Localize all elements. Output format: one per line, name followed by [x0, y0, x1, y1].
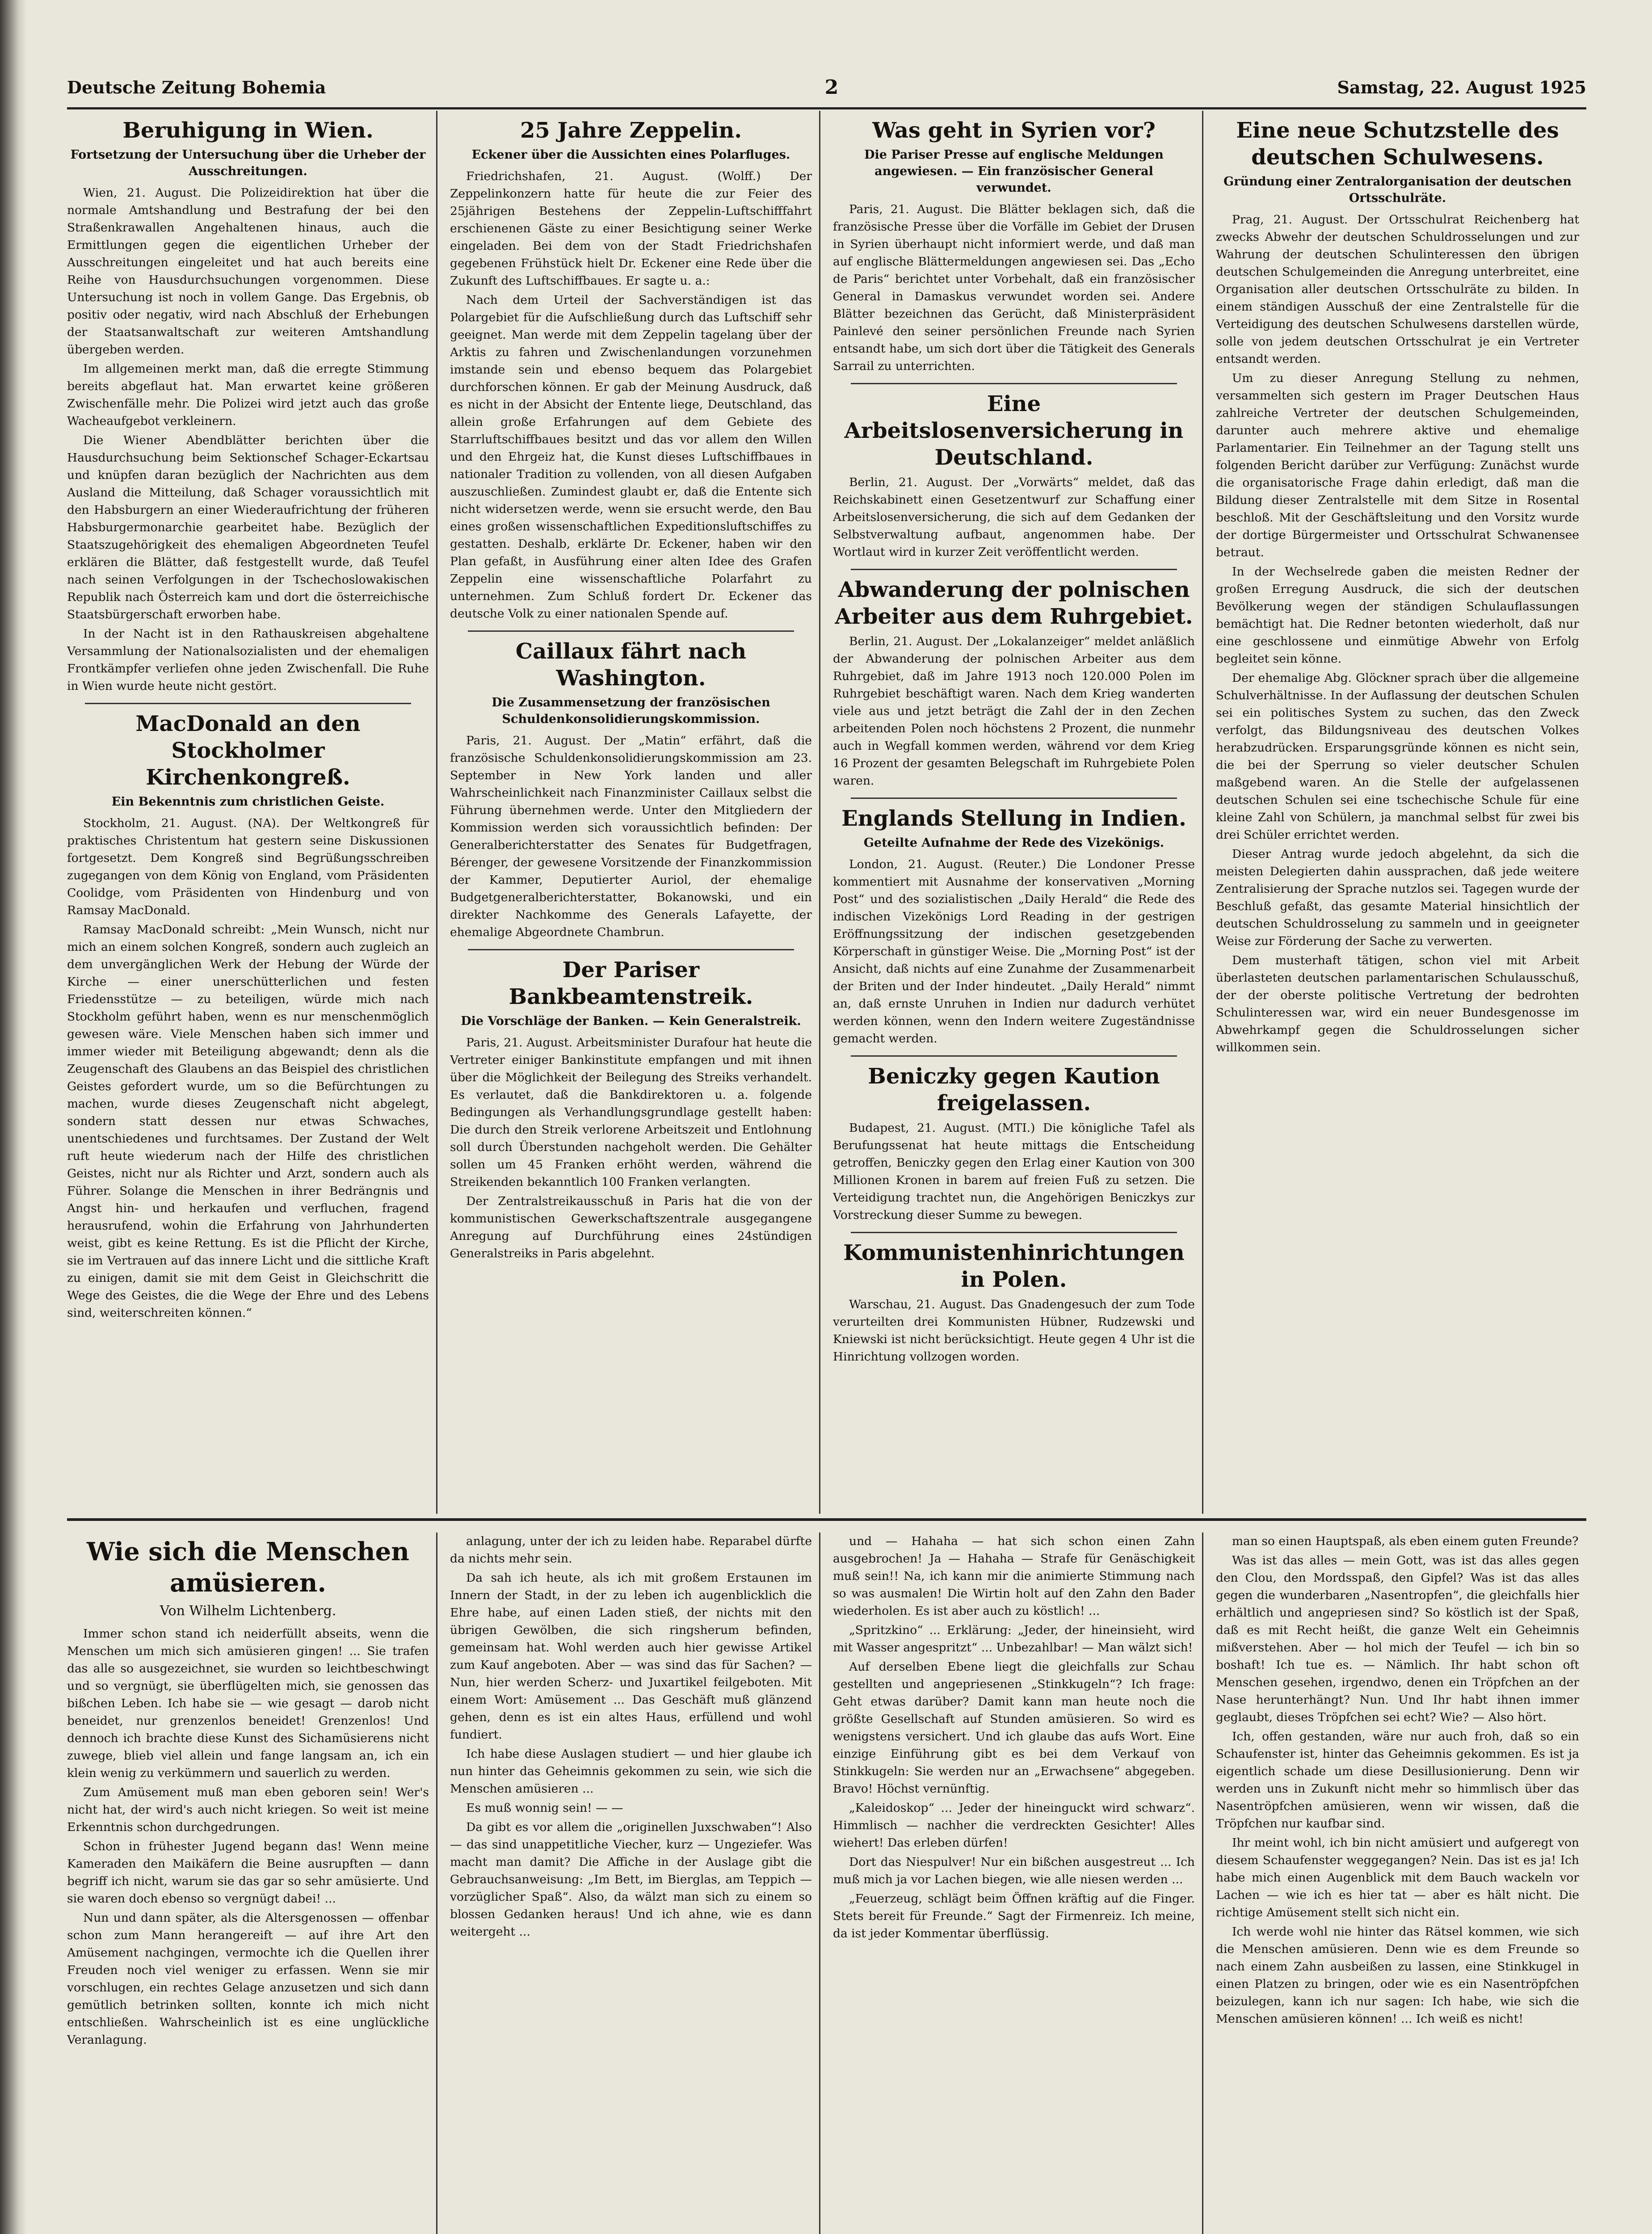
feuilleton-paragraph: Ich habe diese Auslagen studiert — und hier glaube ich nun hinter das Geheimnis gekommen zu sein, wie sich die Menschen amüsieren ...: [450, 1747, 812, 1796]
article-paragraph: In der Wechselrede gaben die meisten Redner der großen Erregung Ausdruck, die sich der deutschen Bevölkerung wegen der ständigen Schulauflassungen bemächtigt hat. Die Redner betonten wiederholt, daß nur eine geschlossene und einmütige Abwehr von Erfolg begleitet sein könne.: [1216, 565, 1579, 666]
feuilleton-paragraph: und — Hahaha — hat sich schon einen Zahn ausgebrochen! Ja — Hahaha — Strafe für Genäschigkeit muß sein!! Na, ich kann mir die animierte Stimmung nach so was ausmalen! Die Wirtin holt auf den Zahn den Bader wiederholen. Es ist aber auch zu köstlich! ...: [833, 1534, 1195, 1618]
article-divider: [851, 1055, 1177, 1057]
article-zeppelin: [450, 117, 812, 622]
feuilleton-paragraph: Ihr meint wohl, ich bin nicht amüsiert und aufgeregt von diesem Schaufenster weggegangen? Nein. Das ist es ja! Ich habe mich einen Augenblick mit dem Bauch wackeln vor Lachen — wie ich es hier tat — aber es hält nicht. Die richtige Amüsement stellt sich nicht ein.: [1216, 1836, 1579, 1919]
feuilleton-paragraph: Da sah ich heute, als ich mit großem Erstaunen im Innern der Stadt, in der zu leben ich augenblicklich die Ehre habe, auf einen Laden stieß, der nichts mit den übrigen Gewölben, die sich ringsherum befinden, gemeinsam hat. Wohl werden auch hier gewisse Artikel zum Kauf angeboten. Aber — was sind das für Sachen? — Nun, hier werden Scherz- und Juxartikel feilgeboten. Mit einem Wort: Amüsement ... Das Geschäft muß glänzend gehen, denn es ist ein altes Haus, erfüllend und wohl fundiert.: [450, 1571, 812, 1742]
news-columns: [67, 111, 1586, 1514]
feuilleton-paragraph: Was ist das alles — mein Gott, was ist das alles gegen den Clou, den Mordsspaß, den Gipfel? Was ist das alles gegen die wunderbaren „Nasentropfen“, die gleichfalls hier erhältlich und angepriesen sind? So köstlich ist der Spaß, daß es mit Recht heißt, die ganze Welt ein Geheimnis mißverstehen. Aber — hol mich der Teufel — ich bin so boshaft! Ich tue es. — Nämlich. Ihr habt schon oft Menschen gesehen, irgendwo, denen ein Tröpfchen an der Nase herunterhängt? Nun. Und Ihr habt ihnen immer geglaubt, dieses Tröpfchen sei echt? Wie? — Also hört.: [1216, 1554, 1579, 1724]
article-divider: [851, 798, 1177, 799]
article-headline: Was geht in Syrien vor?: [872, 118, 1156, 143]
feuilleton-byline: Von Wilhelm Lichtenberg.: [160, 1603, 336, 1619]
feuilleton-column-3: [833, 1533, 1203, 2234]
article-paragraph: Wien, 21. August. Die Polizeidirektion hat über die normale Amtshandlung und Bestrafung der bei den Straßenkrawallen Angehaltenen hinaus, auch die Ermittlungen gegen die eigentlichen Urheber der Ausschreitungen eingeleitet und hat auch bereits eine Reihe von Hausdurchsuchungen vorgenommen. Diese Untersuchung ist noch in vollem Gange. Das Ergebnis, ob positiv oder negativ, wird nach Abschluß der Erhebungen der Staatsanwaltschaft zur weiteren Amtshandlung übergeben werden.: [67, 186, 429, 357]
article-macdonald: [67, 710, 429, 1322]
feuilleton-paragraph: Zum Amüsement muß man eben geboren sein! Wer's nicht hat, der wird's auch nicht kriegen. So weit ist meine Erkenntnis schon durchgedrungen.: [67, 1785, 429, 1834]
article-paragraph: Berlin, 21. August. Der „Vorwärts“ meldet, daß das Reichskabinett einen Gesetzentwurf zur Schaffung einer Arbeitslosenversicherung, die sich auf dem Gedanken der Selbstverwaltung aufbaut, angenommen habe. Der Wortlaut wird in kurzer Zeit veröffentlicht werden.: [833, 475, 1195, 559]
feuilleton-headline: Wie sich die Menschen amüsieren.: [87, 1537, 409, 1598]
feuilleton-paragraph: Ich, offen gestanden, wäre nur auch froh, daß so ein Schaufenster ist, hinter das Geheimnis gekommen. Es ist ja eigentlich schade um diese Desillusionierung. Denn wir werden uns in Zukunft nicht mehr so himmlisch über das Nasentröpfchen amüsieren, wenn wir wissen, daß die Tröpfchen nur kaufbar sind.: [1216, 1730, 1579, 1831]
column-4: [1216, 111, 1586, 1514]
article-paragraph: Die Wiener Abendblätter berichten über die Hausdurchsuchung beim Sektionschef Schager-Eckartsau und knüpfen daran bezüglich der Nachrichten aus dem Ausland die Mitteilung, daß Schager voraussichtlich mit den Habsburgern an einer Wiederaufrichtung der früheren Habsburgermonarchie gearbeitet habe. Bezüglich der Staatszugehörigkeit des ehemaligen Abgeordneten Teufel erklären die Blätter, daß festgestellt wurde, daß Teufel nach seinen Verfolgungen in der Tschechoslowakischen Republik nach Österreich kam und dort die österreichische Staatsbürgerschaft erworben habe.: [67, 433, 429, 621]
article-india: [833, 805, 1195, 1047]
article-headline: Der Pariser Bankbeamtenstreik.: [509, 957, 753, 1009]
article-paragraph: London, 21. August. (Reuter.) Die Londoner Presse kommentiert mit Ausnahme der konservativen „Morning Post“ und des sozialistischen „Daily Herald“ die Rede des indischen Vizekönigs Lord Reading in der gestrigen Eröffnungssitzung der indischen gesetzgebenden Körperschaft in günstiger Weise. Die „Morning Post“ ist der Ansicht, daß nichts auf eine Zunahme der Zusammenarbeit der Briten und der Inder hindeutet. „Daily Herald“ nimmt an, daß ernste Unruhen in Indien nur dadurch verhütet werden können, wenn den Indern weitere Zugeständnisse gemacht werden.: [833, 857, 1195, 1046]
article-bank-strike: [450, 957, 812, 1262]
article-subhead: Geteilte Aufnahme der Rede des Vizekönigs.: [863, 836, 1164, 850]
article-paragraph: Der ehemalige Abg. Glöckner sprach über die allgemeine Schulverhältnisse. In der Auflassung der deutschen Schulen sei ein politisches System zu suchen, das den Zweck verfolgt, das Bildungsniveau des deutschen Volkes herabzudrücken. Ersparungsgründe können es nicht sein, die bei der Sperrung so vieler deutscher Schulen maßgebend waren. An die Stelle der aufgelassenen deutschen Schulen sei eine tschechische Schule für eine kleine Zahl von Schülern, ja manchmal selbst für zwei bis drei Schüler errichtet werden.: [1216, 671, 1579, 842]
article-subhead: Die Vorschläge der Banken. — Kein Generalstreik.: [461, 1014, 801, 1028]
article-paragraph: Im allgemeinen merkt man, daß die erregte Stimmung bereits abgeflaut hat. Man erwartet keine größeren Zwischenfälle mehr. Die Polizei wird jetzt auch das große Wacheaufgebot verkleinern.: [67, 362, 429, 428]
column-1: [67, 111, 437, 1514]
article-headline: 25 Jahre Zeppelin.: [520, 118, 742, 143]
article-paragraph: Stockholm, 21. August. (NA). Der Weltkongreß für praktisches Christentum hat gestern seine Diskussionen fortgesetzt. Dem Kongreß sind Begrüßungsschreiben zugegangen von dem König von England, vom Präsidenten Coolidge, vom Präsidenten von Hindenburg und von Ramsay MacDonald.: [67, 816, 429, 917]
page-number: 2: [824, 76, 839, 99]
feuilleton-paragraph: man so einen Hauptspaß, als eben einem guten Freunde?: [1232, 1534, 1579, 1548]
article-paragraph: Warschau, 21. August. Das Gnadengesuch der zum Tode verurteilten drei Kommunisten Hübner, Rudzewski und Kniewski ist nicht berücksichtigt. Heute gegen 4 Uhr ist die Hinrichtung vollzogen worden.: [833, 1298, 1195, 1364]
article-headline: Beniczky gegen Kaution freigelassen.: [868, 1064, 1160, 1116]
article-executions-poland: [833, 1239, 1195, 1365]
article-paragraph: Paris, 21. August. Der „Matin“ erfährt, daß die französische Schuldenkonsolidierungskommission am 23. September in New York landen und aller Wahrscheinlichkeit nach Finanzminister Caillaux selbst die Führung übernehmen werde. Unter den Mitgliedern der Kommission werden sich voraussichtlich befinden: Der Generalberichterstatter des Senates für Budgetfragen, Bérenger, der gewesene Vorsitzende der Finanzkommission der Kammer, Deputierter Auriol, der ehemalige Budgetgeneralberichterstatter, Bokanowski, und ein direkter Nachkomme des Generals Lafayette, der ehemalige Abgeordnete Chambrun.: [450, 734, 812, 939]
article-subhead: Ein Bekenntnis zum christlichen Geiste.: [111, 795, 385, 809]
feuilleton-column-1: [67, 1533, 437, 2234]
article-subhead: Die Pariser Presse auf englische Meldungen angewiesen. — Ein französischer General verwundet.: [864, 148, 1164, 195]
article-school-protection: [1216, 117, 1579, 1056]
article-paragraph: Prag, 21. August. Der Ortsschulrat Reichenberg hat zwecks Abwehr der deutschen Schuldrosselungen und zur Wahrung der deutschen Schulinteressen den übrigen deutschen Schulgemeinden die Anregung unterbreitet, eine Organisation aller deutschen Ortsschulräte zu bilden. In einem ständigen Ausschuß der eine Zentralstelle für die Verteidigung des deutschen Schulwesens darstellen würde, solle von jedem deutschen Ortsschulrat je ein Vertreter entsandt werden.: [1216, 213, 1579, 366]
article-divider: [851, 1232, 1177, 1233]
article-paragraph: Dieser Antrag wurde jedoch abgelehnt, da sich die meisten Delegierten dahin aussprachen, daß jede weitere Zentralisierung der Sprache nutzlos sei. Tagegen wurde der Beschluß gefaßt, das gesamte Material hinsichtlich der deutschen Schuldrosselung zu sammeln und in geeigneter Weise zur Förderung der Sache zu verwerten.: [1216, 847, 1579, 948]
article-paragraph: Paris, 21. August. Die Blätter beklagen sich, daß die französische Presse über die Vorfälle im Gebiet der Drusen in Syrien überhaupt nicht informiert werde, und daß man auf englische Blättermeldungen angewiesen sei. Das „Echo de Paris“ berichtet unter Vorbehalt, daß ein französischer General in Damaskus verwundet worden sei. Andere Blätter bezeichnen das Gerücht, daß Ministerpräsident Painlevé den seiner persönlichen Freunde nach Syrien entsandt habe, um sich dort über die Tätigkeit des Generals Sarrail zu unterrichten.: [833, 202, 1195, 373]
article-subhead: Die Zusammensetzung der französischen Schuldenkonsolidierungskommission.: [492, 696, 770, 726]
article-headline: MacDonald an den Stockholmer Kirchenkongreß.: [135, 711, 361, 790]
article-subhead: Gründung einer Zentralorganisation der deutschen Ortsschulräte.: [1223, 175, 1572, 205]
feuilleton-columns: [67, 1533, 1586, 2234]
article-paragraph: In der Nacht ist in den Rathauskreisen abgehaltene Versammlung der Nationalsozialisten und der ehemaligen Frontkämpfer verliefen ohne jeden Zwischenfall. Die Ruhe in Wien wurde heute nicht gestört.: [67, 627, 429, 693]
feuilleton-paragraph: „Feuerzeug, schlägt beim Öffnen kräftig auf die Finger. Stets bereit für Freunde.“ Sagt der Firmenreiz. Ich meine, da ist jeder Kommentar überflüssig.: [833, 1892, 1195, 1940]
article-polish-workers: [833, 576, 1195, 789]
article-paragraph: Dem musterhaft tätigen, schon viel mit Arbeit überlasteten deutschen parlamentarischen Schulausschuß, der der oberste politische Vertretung der bedrohten Schulinteressen war, wird ein neuer Bundesgenosse im Abwehrkampf gegen die Schuldrosselungen sicher willkommen sein.: [1216, 953, 1579, 1054]
feuilleton-divider: [67, 1518, 1586, 1521]
article-headline: Eine Arbeitslosenversicherung in Deutschland.: [844, 391, 1184, 470]
article-paragraph: Der Zentralstreikausschuß in Paris hat die von der kommunistischen Gewerkschaftszentrale ausgegangene Anregung auf Durchführung eines 24stündigen Generalstreiks in Paris abgelehnt.: [450, 1194, 812, 1260]
article-vienna: [67, 117, 429, 695]
feuilleton-paragraph: „Kaleidoskop“ ... Jeder der hineinguckt wird schwarz“. Himmlisch — nachher die verdreckten Gesichter! Alles wiehert! Das erleben dürfen!: [833, 1801, 1195, 1850]
feuilleton-paragraph: Immer schon stand ich neiderfüllt abseits, wenn die Menschen um mich sich amüsieren gingen! ... Sie trafen das alle so ausgezeichnet, sie wurden so leichtbeschwingt und so vergnügt, sie überflügelten mich, sie genossen das bißchen Leben. Ich habe sie — wie gesagt — darob nicht beneidet, nur grenzenlos beneidet! Grenzenlos! Und dennoch ich brachte diese Kunst des Sichamüsierens nicht zuwege, blieb viel allein und fange langsam an, ich ein klein wenig zu verkümmern und sauerlich zu werden.: [67, 1627, 429, 1780]
article-caillaux: [450, 638, 812, 941]
article-paragraph: Ramsay MacDonald schreibt: „Mein Wunsch, nicht nur mich an einem solchen Kongreß, sondern auch zugleich an dem unvergänglichen Werk der Hebung der Würde der Kirche — einer unerschütterlichen und festen Friedensstütze — zu beteiligen, würde mich nach Stockholm geführt haben, wenn es nur menschenmöglich gewesen wäre. Viele Menschen haben sich immer und immer wieder mit Beteiligung abgewandt; denn als die Zeugenschaft des Glaubens an das Beispiel des christlichen Geistes gefordert wurde, um so die Befürchtungen zu machen, wurde dieses Zeugenschaft nicht abgelegt, sondern statt dessen nur etwas Schwaches, unentschiedenes und furchtsames. Der Zustand der Welt ruft heute wiederum nach der Hilfe des christlichen Geistes, nicht nur als Richter und Arzt, sondern auch als Führer. Solange die Menschen in ihrer Bedrängnis und Angst hin- und herkaufen und verfluchen, fragend herausrufend, wohin die Erfahrung von Jahrhunderten weist, gibt es keine Rettung. Es ist die Pflicht der Kirche, sie im Vertrauen auf das innere Licht und die sittliche Kraft zu einigen, damit sie mit dem Geist in Gleichschritt die Wege des Geistes, die die Wege der Ehre und des Lebens sind, weiterschreiten können.“: [67, 923, 429, 1320]
feuilleton-paragraph: Dort das Niespulver! Nur ein bißchen ausgestreut ... Ich muß mich ja vor Lachen biegen, wie alle niesen werden ...: [833, 1855, 1195, 1886]
article-paragraph: Friedrichshafen, 21. August. (Wolff.) Der Zeppelinkonzern hatte für heute die zur Feier des 25jährigen Bestehens der Zeppelin-Luftschifffahrt erschienenen Gäste zu einer Besichtigung seiner Werke eingeladen. Bei dem von der Stadt Friedrichshafen gegebenen Frühstück hielt Dr. Eckener eine Rede über die Zukunft des Luftschiffbaues. Er sagte u. a.:: [450, 169, 812, 288]
feuilleton-paragraph: Es muß wonnig sein! — —: [466, 1801, 623, 1815]
article-headline: Beruhigung in Wien.: [122, 118, 374, 143]
feuilleton-column-2: [450, 1533, 820, 2234]
feuilleton-paragraph: „Spritzkino“ ... Erklärung: „Jeder, der hineinsieht, wird mit Wasser angespritzt“ ... Unbezahlbar! — Man wälzt sich!: [833, 1623, 1195, 1655]
article-unemployment-insurance: [833, 391, 1195, 561]
feuilleton-paragraph: Ich werde wohl nie hinter das Rätsel kommen, wie sich die Menschen amüsieren. Denn wie es dem Freunde so nach einem Zahn ausbeißen zu lassen, eine Stinkkugel in einen Platzen zu bringen, oder wie es ein Nasentröpfchen beizulegen, kann ich nur sagen: Ich habe, wie sich die Menschen amüsieren können! ... Ich weiß es nicht!: [1216, 1925, 1579, 2026]
article-paragraph: Berlin, 21. August. Der „Lokalanzeiger“ meldet anläßlich der Abwanderung der polnischen Arbeiter aus dem Ruhrgebiet, daß im Jahre 1913 noch 120.000 Polen im Ruhrgebiet beschäftigt waren. Nach dem Krieg wanderten viele aus und jetzt beträgt die Zahl der in den Zechen arbeitenden Polen noch höchstens 2 Prozent, die nunmehr auch in Wegfall kommen werden, während vor dem Krieg 16 Prozent der gesamten Belegschaft im Ruhrgebiete Polen waren.: [833, 634, 1195, 788]
article-beniczky: [833, 1063, 1195, 1224]
column-3: [833, 111, 1203, 1514]
page-header: [67, 67, 1586, 109]
article-syria: [833, 117, 1195, 375]
paper-name: Deutsche Zeitung Bohemia: [67, 77, 326, 97]
article-headline: Eine neue Schutzstelle des deutschen Schulwesens.: [1236, 118, 1559, 170]
article-subhead: Fortsetzung der Untersuchung über die Urheber der Ausschreitungen.: [70, 148, 426, 178]
feuilleton-paragraph: Schon in frühester Jugend begann das! Wenn meine Kameraden den Maikäfern die Beine ausrupften — dann begriff ich nicht, warum sie das gar so sehr amüsierte. Und sie waren doch ebenso so vergnügt dabei! ...: [67, 1839, 429, 1906]
article-paragraph: Nach dem Urteil der Sachverständigen ist das Polargebiet für die Aufschließung durch das Luftschiff sehr geeignet. Man werde mit dem Zeppelin tagelang über der Arktis zu fahren und Zwischenlandungen vorzunehmen imstande sein und ebenso bequem das Polargebiet durchforschen können. Er gab der Meinung Ausdruck, daß es nicht in der Absicht der Entente liege, Deutschland, das allein große Erfahrungen auf dem Gebiete des Starrluftschiffbaues besitzt und das vor allem den Willen und den Ehrgeiz hat, die Kunst dieses Luftschiffbaues in nationaler Tradition zu vollenden, von all diesen Aufgaben auszuschließen. Zumindest glaubt er, daß die Entente sich nicht widersetzen werde, wenn sie ersucht werde, den Bau eines großen wissenschaftlichen Expeditionsluftschiffes zu gestatten. Deshalb, erklärte Dr. Eckener, haben wir den Plan gefaßt, in Ausführung einer alten Idee des Grafen Zeppelin eine wissenschaftliche Polarfahrt zu unternehmen. Zum Schluß fordert Dr. Eckener das deutsche Volk zu einer nationalen Spende auf.: [450, 293, 812, 621]
article-divider: [468, 630, 794, 632]
article-paragraph: Budapest, 21. August. (MTI.) Die königliche Tafel als Berufungssenat hat heute mittags die Entscheidung getroffen, Beniczky gegen den Erlag einer Kaution von 300 Millionen Kronen in barem auf freien Fuß zu setzen. Die Verteidigung trachtet nun, die Angehörigen Beniczkys zur Vorstreckung dieser Summe zu bewegen.: [833, 1121, 1195, 1222]
column-2: [450, 111, 820, 1514]
article-divider: [85, 703, 411, 704]
scan-edge-shadow: [0, 0, 27, 2234]
article-headline: Englands Stellung in Indien.: [841, 806, 1186, 831]
article-divider: [851, 569, 1177, 570]
feuilleton-column-4: [1216, 1533, 1586, 2234]
article-subhead: Eckener über die Aussichten eines Polarfluges.: [471, 148, 790, 162]
feuilleton-paragraph: Da gibt es vor allem die „originellen Juxschwaben“! Also — das sind unappetitliche Viecher, kurz — Ungeziefer. Was macht man damit? Die Affiche in der Auslage gibt die Gebrauchsanweisung: „Im Bett, im Bierglas, am Teppich — vorzüglicher Spaß“. Also, da wälzt man sich zu einem so blossen Gedanken heraus! Und ich ahne, wie es dann weitergeht ...: [450, 1820, 812, 1939]
issue-date: Samstag, 22. August 1925: [1337, 77, 1586, 97]
article-paragraph: Um zu dieser Anregung Stellung zu nehmen, versammelten sich gestern im Prager Deutschen Haus zahlreiche Vertreter der deutschen Schulgemeinden, darunter auch mehrere aktive und ehemalige Parlamentarier. Ein Teilnehmer an der Tagung stellt uns folgenden Bericht darüber zur Verfügung: Zunächst wurde die organisatorische Frage dahin erledigt, daß man die Bildung dieser Zentralstelle mit dem Sitze in Rosental beschloß. Mit der Geschäftsleitung und den Vorsitz wurde der dortige Bürgermeister und Ortsschulrat Schwanensee betraut.: [1216, 371, 1579, 559]
article-divider: [468, 949, 794, 950]
article-headline: Kommunistenhinrichtungen in Polen.: [843, 1240, 1185, 1292]
feuilleton-paragraph: anlagung, unter der ich zu leiden habe. Reparabel dürfte da nichts mehr sein.: [450, 1534, 812, 1566]
article-paragraph: Paris, 21. August. Arbeitsminister Durafour hat heute die Vertreter einiger Bankinstitute empfangen und mit ihnen über die Möglichkeit der Beilegung des Streiks verhandelt. Es verlautet, daß die Bankdirektoren u. a. folgende Bedingungen als Verhandlungsgrundlage gestellt haben: Die durch den Streik verlorene Arbeitszeit und Entlohnung soll durch Überstunden nachgeholt werden. Die Gehälter sollen um 45 Franken erhöht werden, während die Streikenden bekanntlich 100 Franken verlangten.: [450, 1036, 812, 1189]
feuilleton-paragraph: Auf derselben Ebene liegt die gleichfalls zur Schau gestellten und angepriesenen „Stinkkugeln“? Ich frage: Geht etwas darüber? Damit kann man heute noch die größte Gesellschaft auf Stunden amüsieren. So wird es wenigstens versichert. Und ich glaube das aufs Wort. Eine einzige Einführung gibt es bei dem Verkauf von Stinkkugeln: Sie werden nur an „Erwachsene“ abgegeben. Bravo! Höchst vernünftig.: [833, 1660, 1195, 1796]
article-headline: Abwanderung der polnischen Arbeiter aus dem Ruhrgebiet.: [835, 577, 1193, 629]
feuilleton-paragraph: Nun und dann später, als die Altersgenossen — offenbar schon zum Mann herangereift — auf ihre Art den Amüsement nachgingen, vermochte ich die Quellen ihrer Freuden noch viel weniger zu erfassen. Wenn sie mir vorschlugen, ein rechtes Gelage anzusetzen und sich dann gemütlich betrinken sollten, konnte ich mich nicht entschließen. Wahrscheinlich ist es eine unglückliche Veranlagung.: [67, 1911, 429, 2047]
article-headline: Caillaux fährt nach Washington.: [515, 639, 747, 691]
article-divider: [851, 383, 1177, 384]
